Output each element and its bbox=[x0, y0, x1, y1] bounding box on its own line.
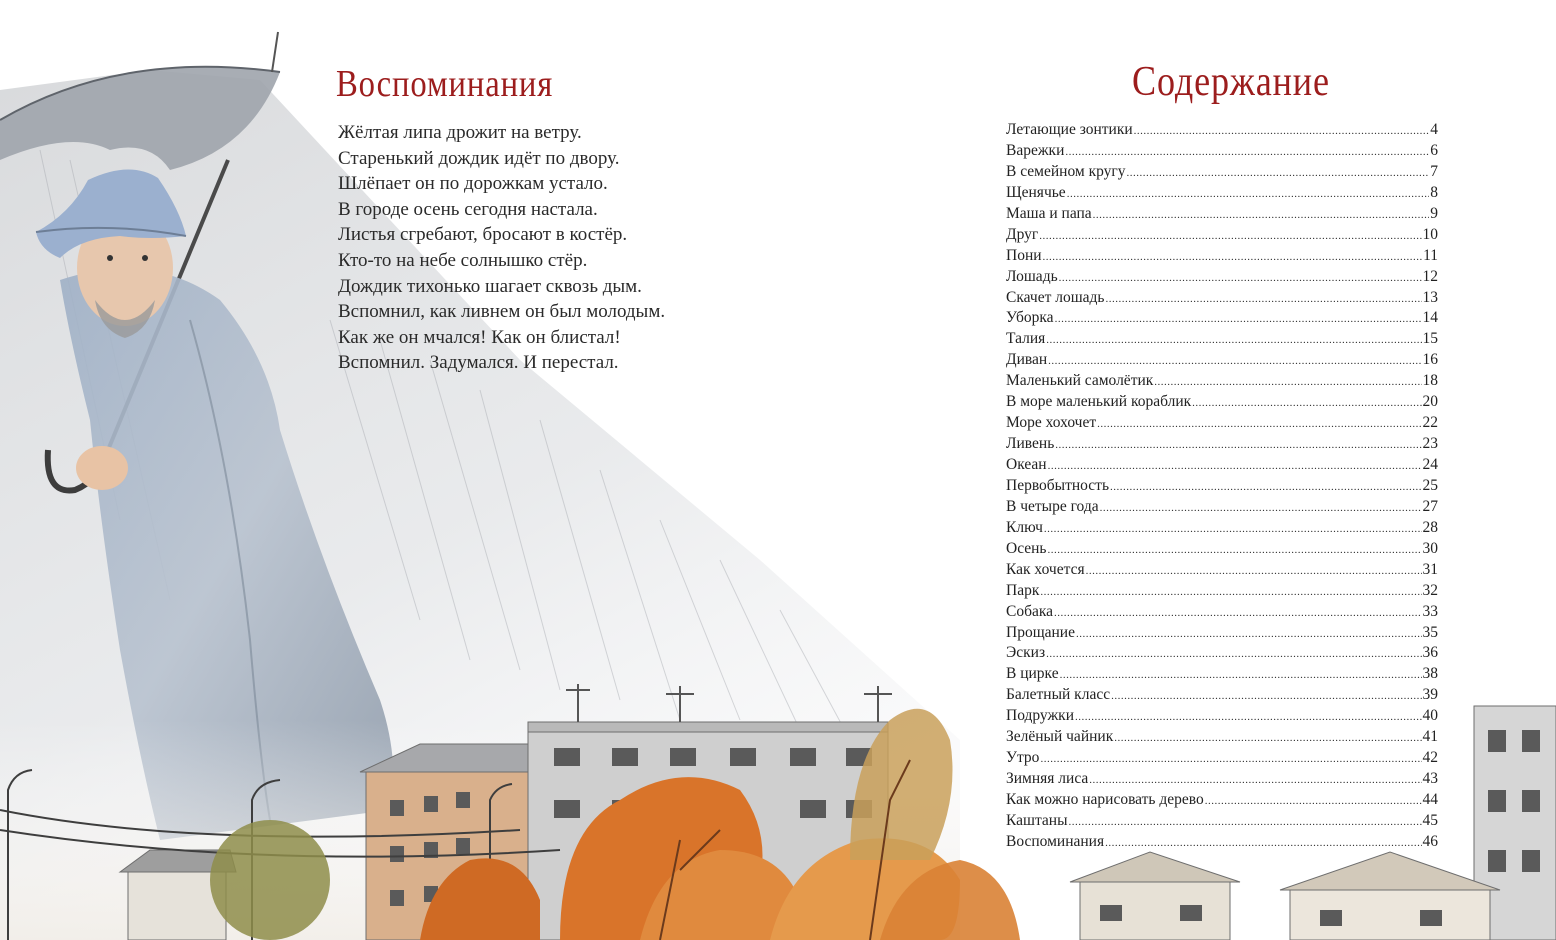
toc-entry-page: 39 bbox=[1422, 686, 1438, 704]
toc-entry bbox=[1006, 811, 1438, 832]
contents-title: Содержание bbox=[1132, 59, 1330, 105]
toc-entry bbox=[1006, 769, 1438, 790]
toc-leader-dots bbox=[1046, 644, 1421, 664]
toc-entry bbox=[1006, 308, 1438, 329]
toc-entry bbox=[1006, 685, 1438, 706]
toc-entry-page: 16 bbox=[1422, 351, 1438, 369]
toc-entry-title: Талия bbox=[1006, 330, 1046, 348]
toc-entry bbox=[1006, 560, 1438, 581]
toc-leader-dots bbox=[1093, 205, 1430, 225]
toc-leader-dots bbox=[1097, 414, 1421, 434]
toc-leader-dots bbox=[1100, 498, 1422, 518]
poem-line: Старенький дождик идёт по двору. bbox=[338, 147, 620, 169]
toc-entry-page: 8 bbox=[1430, 183, 1438, 201]
toc-leader-dots bbox=[1048, 351, 1421, 371]
toc-entry-title: Зимняя лиса bbox=[1006, 770, 1089, 788]
toc-leader-dots bbox=[1105, 289, 1421, 309]
toc-entry-page: 20 bbox=[1422, 393, 1438, 411]
toc-entry-page: 6 bbox=[1430, 141, 1438, 159]
poem-line: Шлёпает он по дорожкам устало. bbox=[338, 173, 608, 195]
toc-entry bbox=[1006, 204, 1438, 225]
toc-leader-dots bbox=[1105, 833, 1421, 853]
toc-entry bbox=[1006, 602, 1438, 623]
toc-entry-title: Друг bbox=[1006, 225, 1039, 243]
toc-entry-title: Осень bbox=[1006, 539, 1047, 557]
toc-entry bbox=[1006, 434, 1438, 455]
toc-entry-page: 35 bbox=[1422, 623, 1438, 641]
toc-leader-dots bbox=[1059, 268, 1422, 288]
toc-entry-title: Варежки bbox=[1006, 141, 1065, 159]
toc-leader-dots bbox=[1089, 770, 1421, 790]
toc-leader-dots bbox=[1065, 142, 1429, 162]
toc-entry-title: Пони bbox=[1006, 246, 1042, 264]
toc-entry-page: 44 bbox=[1422, 791, 1438, 808]
toc-entry bbox=[1006, 392, 1438, 413]
toc-entry-title: Утро bbox=[1006, 749, 1040, 767]
toc-leader-dots bbox=[1055, 309, 1422, 329]
toc-entry bbox=[1006, 664, 1438, 685]
toc-entry-page: 41 bbox=[1422, 728, 1438, 746]
toc-leader-dots bbox=[1046, 330, 1421, 350]
toc-leader-dots bbox=[1054, 603, 1421, 623]
toc-leader-dots bbox=[1048, 540, 1422, 560]
toc-entry-page: 40 bbox=[1422, 707, 1438, 725]
toc-entry bbox=[1006, 267, 1438, 288]
toc-leader-dots bbox=[1134, 121, 1430, 141]
toc-entry-title: Каштаны bbox=[1006, 811, 1068, 829]
toc-leader-dots bbox=[1127, 163, 1430, 183]
toc-entry-page: 22 bbox=[1422, 414, 1438, 432]
toc-entry bbox=[1006, 643, 1438, 664]
toc-entry bbox=[1006, 288, 1438, 309]
toc-entry bbox=[1006, 455, 1438, 476]
toc-entry-page: 33 bbox=[1422, 602, 1438, 620]
toc-entry bbox=[1006, 518, 1438, 539]
toc-entry-title: В четыре года bbox=[1006, 497, 1099, 515]
toc-entry-title: Балетный класс bbox=[1006, 686, 1111, 704]
toc-entry-page: 15 bbox=[1422, 330, 1438, 348]
toc-entry bbox=[1006, 329, 1438, 350]
toc-entry bbox=[1006, 183, 1438, 204]
toc-leader-dots bbox=[1048, 456, 1422, 476]
toc-leader-dots bbox=[1110, 477, 1421, 497]
toc-entry-title: Как можно нарисовать дерево bbox=[1006, 791, 1204, 808]
poem-title: Воспоминания bbox=[336, 63, 554, 105]
toc-leader-dots bbox=[1114, 728, 1421, 748]
toc-entry-title: В цирке bbox=[1006, 665, 1059, 683]
toc-entry-page: 32 bbox=[1422, 581, 1438, 599]
toc-entry bbox=[1006, 748, 1438, 769]
toc-entry-title: Маленький самолётик bbox=[1006, 372, 1154, 390]
toc-entry bbox=[1006, 727, 1438, 748]
toc-entry-title: Парк bbox=[1006, 581, 1040, 599]
toc-entry-title: Первобытность bbox=[1006, 476, 1110, 494]
toc-leader-dots bbox=[1192, 393, 1421, 413]
toc-entry-page: 9 bbox=[1430, 204, 1438, 222]
toc-entry-title: Летающие зонтики bbox=[1006, 121, 1133, 138]
toc-entry-title: Океан bbox=[1006, 456, 1047, 473]
toc-leader-dots bbox=[1044, 519, 1422, 539]
toc-entry bbox=[1006, 623, 1438, 644]
toc-entry bbox=[1006, 706, 1438, 727]
toc-entry-title: Лошадь bbox=[1006, 267, 1058, 285]
toc-entry-page: 14 bbox=[1422, 309, 1438, 327]
toc-entry-page: 7 bbox=[1430, 162, 1438, 180]
toc-entry-title: Щенячье bbox=[1006, 183, 1066, 201]
poem-text bbox=[338, 120, 665, 376]
toc-entry bbox=[1006, 832, 1438, 853]
toc-entry bbox=[1006, 790, 1438, 811]
poem-line: Листья сгребают, бросают в костёр. bbox=[338, 224, 628, 246]
toc-entry bbox=[1006, 371, 1438, 392]
toc-entry bbox=[1006, 246, 1438, 267]
toc-entry-page: 23 bbox=[1422, 435, 1438, 453]
toc-leader-dots bbox=[1043, 247, 1423, 267]
toc-entry-page: 43 bbox=[1422, 770, 1438, 788]
toc-leader-dots bbox=[1040, 749, 1421, 769]
toc-entry-page: 31 bbox=[1422, 560, 1438, 578]
toc-leader-dots bbox=[1039, 226, 1421, 246]
toc-entry-page: 24 bbox=[1422, 456, 1438, 473]
toc-entry-page: 36 bbox=[1422, 644, 1438, 662]
toc-entry bbox=[1006, 162, 1438, 183]
toc-entry-page: 42 bbox=[1422, 749, 1438, 767]
toc-leader-dots bbox=[1055, 435, 1421, 455]
toc-entry-title: Маша и папа bbox=[1006, 204, 1092, 222]
toc-entry-title: Воспоминания bbox=[1006, 832, 1105, 850]
toc-leader-dots bbox=[1111, 686, 1421, 706]
poem-line: Вспомнил, как ливнем он был молодым. bbox=[338, 301, 666, 323]
toc-entry-title: Уборка bbox=[1006, 309, 1054, 327]
toc-entry bbox=[1006, 413, 1438, 434]
poem-line: Как же он мчался! Как он блистал! bbox=[338, 326, 621, 348]
toc-entry-title: Собака bbox=[1006, 602, 1054, 620]
toc-leader-dots bbox=[1154, 372, 1421, 392]
toc-leader-dots bbox=[1069, 812, 1422, 832]
toc-entry-page: 27 bbox=[1422, 497, 1438, 515]
toc-entry-title: Зелёный чайник bbox=[1006, 728, 1114, 746]
toc-entry-page: 10 bbox=[1422, 225, 1438, 243]
toc-entry-title: Подружки bbox=[1006, 707, 1075, 725]
toc-entry-page: 46 bbox=[1422, 832, 1438, 850]
toc-entry-title: В семейном кругу bbox=[1006, 162, 1126, 180]
toc-entry-page: 25 bbox=[1422, 476, 1438, 494]
toc-entry bbox=[1006, 225, 1438, 246]
toc-entry-page: 45 bbox=[1422, 811, 1438, 829]
toc-entry-page: 4 bbox=[1430, 121, 1438, 138]
toc-leader-dots bbox=[1075, 707, 1421, 727]
toc-entry-page: 18 bbox=[1422, 372, 1438, 390]
poem-line: Дождик тихонько шагает сквозь дым. bbox=[338, 275, 642, 297]
toc-leader-dots bbox=[1067, 184, 1430, 204]
toc-leader-dots bbox=[1060, 665, 1422, 685]
toc-entry-title: В море маленький кораблик bbox=[1006, 393, 1192, 411]
poem-line: Жёлтая липа дрожит на ветру. bbox=[338, 122, 582, 143]
toc-entry-page: 13 bbox=[1422, 288, 1438, 306]
toc-entry-title: Эскиз bbox=[1006, 644, 1046, 662]
toc-entry bbox=[1006, 476, 1438, 497]
toc-leader-dots bbox=[1205, 791, 1422, 811]
table-of-contents bbox=[1006, 120, 1438, 853]
toc-entry bbox=[1006, 581, 1438, 602]
toc-entry-page: 30 bbox=[1422, 539, 1438, 557]
toc-entry-title: Как хочется bbox=[1006, 560, 1085, 578]
toc-entry-title: Ливень bbox=[1006, 435, 1055, 453]
toc-entry bbox=[1006, 141, 1438, 162]
toc-leader-dots bbox=[1076, 624, 1422, 644]
toc-entry-title: Прощание bbox=[1006, 623, 1075, 641]
toc-entry-page: 38 bbox=[1422, 665, 1438, 683]
toc-entry-title: Море хохочет bbox=[1006, 414, 1097, 432]
toc-entry bbox=[1006, 497, 1438, 518]
toc-entry bbox=[1006, 350, 1438, 371]
toc-entry bbox=[1006, 539, 1438, 560]
toc-leader-dots bbox=[1040, 582, 1421, 602]
toc-entry-title: Ключ bbox=[1006, 518, 1043, 536]
toc-entry-title: Скачет лошадь bbox=[1006, 288, 1105, 306]
toc-entry-page: 28 bbox=[1422, 518, 1438, 536]
toc-entry-title: Диван bbox=[1006, 351, 1048, 369]
poem-line: В городе осень сегодня настала. bbox=[338, 198, 598, 220]
poem-line: Вспомнил. Задумался. И перестал. bbox=[338, 352, 619, 374]
toc-entry bbox=[1006, 120, 1438, 141]
poem-line: Кто-то на небе солнышко стёр. bbox=[338, 249, 588, 271]
toc-entry-page: 12 bbox=[1422, 267, 1438, 285]
toc-leader-dots bbox=[1086, 561, 1422, 581]
toc-entry-page: 11 bbox=[1423, 246, 1438, 264]
